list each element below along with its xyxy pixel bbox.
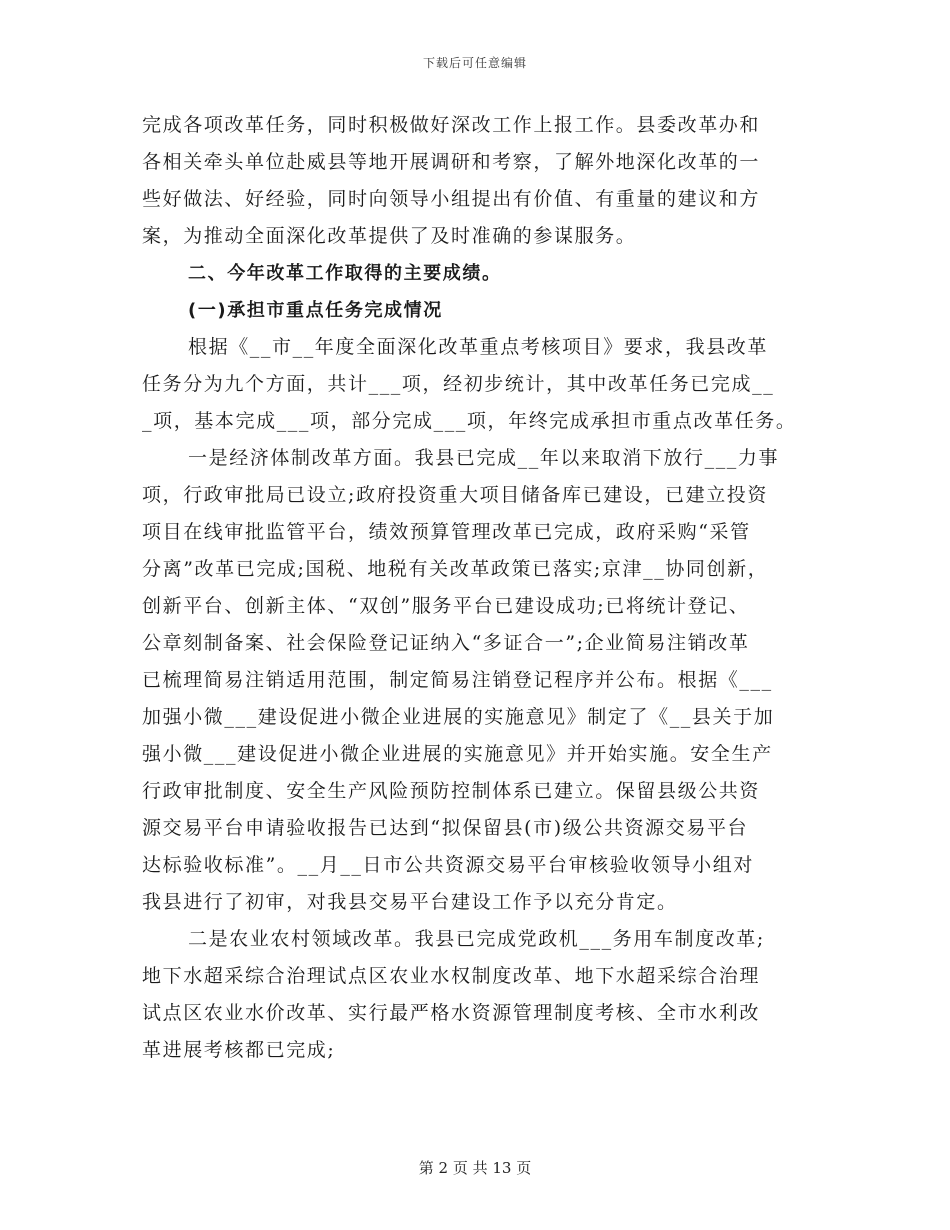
paragraph-line: 试点区农业水价改革、实行最严格水资源管理制度考核、全市水利改 bbox=[142, 1002, 761, 1024]
paragraph-line: 公章刻制备案、社会保险登记证纳入“多证合一”;企业简易注销改革 bbox=[142, 632, 750, 654]
paragraph-line: 项，行政审批局已设立;政府投资重大项目储备库已建设，已建立投资 bbox=[142, 484, 769, 506]
paragraph-line: 达标验收标准”。__月__日市公共资源交易平台审核验收领导小组对 bbox=[142, 854, 754, 876]
page-number-footer: 第 2 页 共 13 页 bbox=[418, 1159, 532, 1177]
paragraph-line: 已梳理简易注销适用范围，制定简易注销登记程序并公布。根据《___ bbox=[142, 669, 773, 691]
paragraph-line: 加强小微___建设促进小微企业进展的实施意见》制定了《__县关于加 bbox=[142, 706, 775, 728]
paragraph-line: 二是农业农村领域改革。我县已完成党政机___务用车制度改革; bbox=[188, 928, 765, 950]
paragraph-line: 创新平台、创新主体、“双创”服务平台已建设成功;已将统计登记、 bbox=[142, 595, 750, 617]
paragraph-line: 革进展考核都已完成; bbox=[142, 1039, 336, 1061]
paragraph-line: 地下水超采综合治理试点区农业水权制度改革、地下水超采综合治理 bbox=[142, 965, 761, 987]
paragraph-line: 案，为推动全面深化改革提供了及时准确的参谋服务。 bbox=[142, 225, 637, 247]
paragraph-line: 源交易平台申请验收报告已达到“拟保留县(市)级公共资源交易平台 bbox=[142, 817, 749, 839]
paragraph-line: 分离”改革已完成;国税、地税有关改革政策已落实;京津__协同创新， bbox=[142, 558, 769, 580]
paragraph-line: 些好做法、好经验，同时向领导小组提出有价值、有重量的建议和方 bbox=[142, 188, 761, 210]
paragraph-line: 我县进行了初审，对我县交易平台建设工作予以充分肯定。 bbox=[142, 891, 678, 913]
paragraph-line: 完成各项改革任务，同时积极做好深改工作上报工作。县委改革办和 bbox=[142, 114, 761, 136]
document-body bbox=[142, 107, 814, 1069]
paragraph-line: 项目在线审批监管平台，绩效预算管理改革已完成，政府采购“采管 bbox=[142, 521, 751, 543]
paragraph-line: 根据《__市__年度全面深化改革重点考核项目》要求，我县改革 bbox=[188, 336, 769, 358]
paragraph-line: _项，基本完成___项，部分完成___项，年终完成承担市重点改革任务。 bbox=[142, 410, 797, 432]
page-header: 下载后可任意编辑 bbox=[422, 56, 527, 70]
subsection-heading: (一)承担市重点任务完成情况 bbox=[188, 300, 443, 321]
paragraph-line: 各相关牵头单位赴威县等地开展调研和考察，了解外地深化改革的一 bbox=[142, 151, 761, 173]
paragraph-line: 一是经济体制改革方面。我县已完成__年以来取消下放行___力事 bbox=[188, 447, 780, 469]
paragraph-line: 强小微___建设促进小微企业进展的实施意见》并开始实施。安全生产 bbox=[142, 743, 773, 765]
paragraph-line: 任务分为九个方面，共计___项，经初步统计，其中改革任务已完成__ bbox=[142, 373, 775, 395]
paragraph-line: 行政审批制度、安全生产风险预防控制体系已建立。保留县级公共资 bbox=[142, 780, 761, 802]
section-heading: 二、今年改革工作取得的主要成绩。 bbox=[188, 263, 502, 284]
